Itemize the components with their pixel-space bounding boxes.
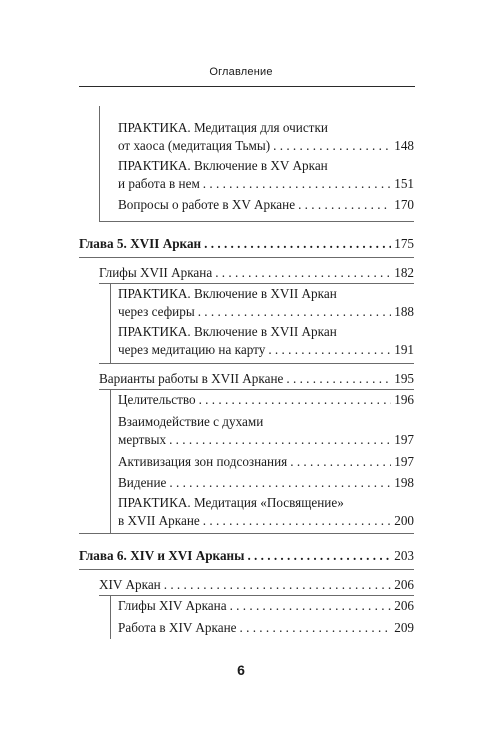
dot-leader	[203, 513, 391, 528]
dot-leader	[273, 138, 391, 153]
dot-leader	[215, 265, 391, 280]
toc-entry-text: Варианты работы в XVII Аркане	[99, 371, 284, 386]
toc-page-number: 197	[394, 432, 414, 447]
toc-entry[interactable]	[99, 577, 414, 592]
toc-page-number: 200	[394, 513, 414, 528]
toc-entry-text: Целительство	[118, 392, 196, 407]
toc-page-number: 196	[394, 392, 414, 407]
toc-entry-text: Активизация зон подсознания	[118, 454, 288, 469]
toc-entry[interactable]	[118, 138, 414, 153]
section-divider	[79, 533, 414, 534]
dot-leader	[240, 620, 392, 635]
toc-entry[interactable]	[118, 304, 414, 319]
dot-leader	[298, 197, 391, 212]
toc-entry-text: Глифы XIV Аркана	[118, 598, 227, 613]
section-guide	[110, 595, 111, 639]
toc-chapter[interactable]	[79, 548, 414, 563]
dot-leader	[169, 432, 391, 447]
toc-page-number: 209	[394, 620, 414, 635]
toc-entry[interactable]	[118, 197, 414, 212]
toc-page-number: 188	[394, 304, 414, 319]
toc-page-number: 151	[394, 176, 414, 191]
toc-entry-text: ПРАКТИКА. Включение в XV Аркан	[118, 158, 328, 173]
toc-entry-text: Глифы XVII Аркана	[99, 265, 213, 280]
dot-leader	[169, 475, 391, 490]
section-divider	[99, 389, 414, 390]
toc-chapter[interactable]	[79, 236, 414, 251]
toc-entry-text: через сефиры	[118, 304, 195, 319]
dot-leader	[164, 577, 391, 592]
toc-entry-text: мертвых	[118, 432, 167, 447]
toc-entry-text: ПРАКТИКА. Включение в XVII Аркан	[118, 324, 337, 339]
toc-entry-text: ПРАКТИКА. Медитация для очистки	[118, 120, 328, 135]
toc-entry-text: через медитацию на карту	[118, 342, 266, 357]
toc-entry-text: от хаоса (медитация Тьмы)	[118, 138, 271, 153]
toc-entry[interactable]	[118, 176, 414, 191]
toc-entry[interactable]	[118, 598, 414, 613]
toc-entry[interactable]	[118, 454, 414, 469]
toc-entry[interactable]	[118, 432, 414, 447]
dot-leader	[268, 342, 391, 357]
toc-entry-text: Вопросы о работе в XV Аркане	[118, 197, 296, 212]
toc-entry-text: Работа в XIV Аркане	[118, 620, 237, 635]
toc-page-number: 203	[394, 548, 414, 563]
toc-entry-text: Видение	[118, 475, 167, 490]
toc-page-number: 175	[394, 236, 414, 251]
section-divider	[99, 221, 414, 222]
toc-page-number: 197	[394, 454, 414, 469]
section-divider	[79, 569, 414, 570]
toc-entry-text: ПРАКТИКА. Медитация «Посвящение»	[118, 495, 344, 510]
section-divider	[79, 257, 414, 258]
toc-entry[interactable]	[99, 265, 414, 280]
section-guide	[99, 106, 100, 221]
dot-leader	[290, 454, 391, 469]
toc-entry-text: в XVII Аркане	[118, 513, 200, 528]
toc-entry[interactable]	[118, 620, 414, 635]
toc-entry[interactable]	[118, 392, 414, 407]
toc-entry[interactable]	[118, 475, 414, 490]
dot-leader	[247, 548, 391, 563]
dot-leader	[204, 236, 391, 251]
toc-page-number: 170	[394, 197, 414, 212]
section-guide	[110, 283, 111, 363]
toc-entry[interactable]	[118, 342, 414, 357]
section-divider	[99, 283, 414, 284]
dot-leader	[203, 176, 391, 191]
section-divider	[99, 363, 414, 364]
toc-page-number: 198	[394, 475, 414, 490]
toc-entry[interactable]	[118, 513, 414, 528]
section-guide	[110, 389, 111, 533]
toc-entry-text: ПРАКТИКА. Включение в XVII Аркан	[118, 286, 337, 301]
dot-leader	[286, 371, 391, 386]
toc-entry-text: и работа в нем	[118, 176, 200, 191]
toc-page-number: 182	[394, 265, 414, 280]
running-header: Оглавление	[209, 66, 273, 78]
toc-entry[interactable]	[99, 371, 414, 386]
toc-page-number: 206	[394, 577, 414, 592]
toc-chapter-title: Глава 5. XVII Аркан	[79, 236, 202, 251]
page-number: 6	[237, 662, 245, 678]
toc-chapter-title: Глава 6. XIV и XVI Арканы	[79, 548, 245, 563]
toc-page-number: 195	[394, 371, 414, 386]
toc-page-number: 148	[394, 138, 414, 153]
dot-leader	[198, 304, 392, 319]
toc-entry-text: Взаимодействие с духами	[118, 414, 264, 429]
toc-entry-text: XIV Аркан	[99, 577, 161, 592]
toc-page-number: 191	[394, 342, 414, 357]
toc-page-number: 206	[394, 598, 414, 613]
section-divider	[99, 595, 414, 596]
dot-leader	[199, 392, 392, 407]
dot-leader	[230, 598, 392, 613]
